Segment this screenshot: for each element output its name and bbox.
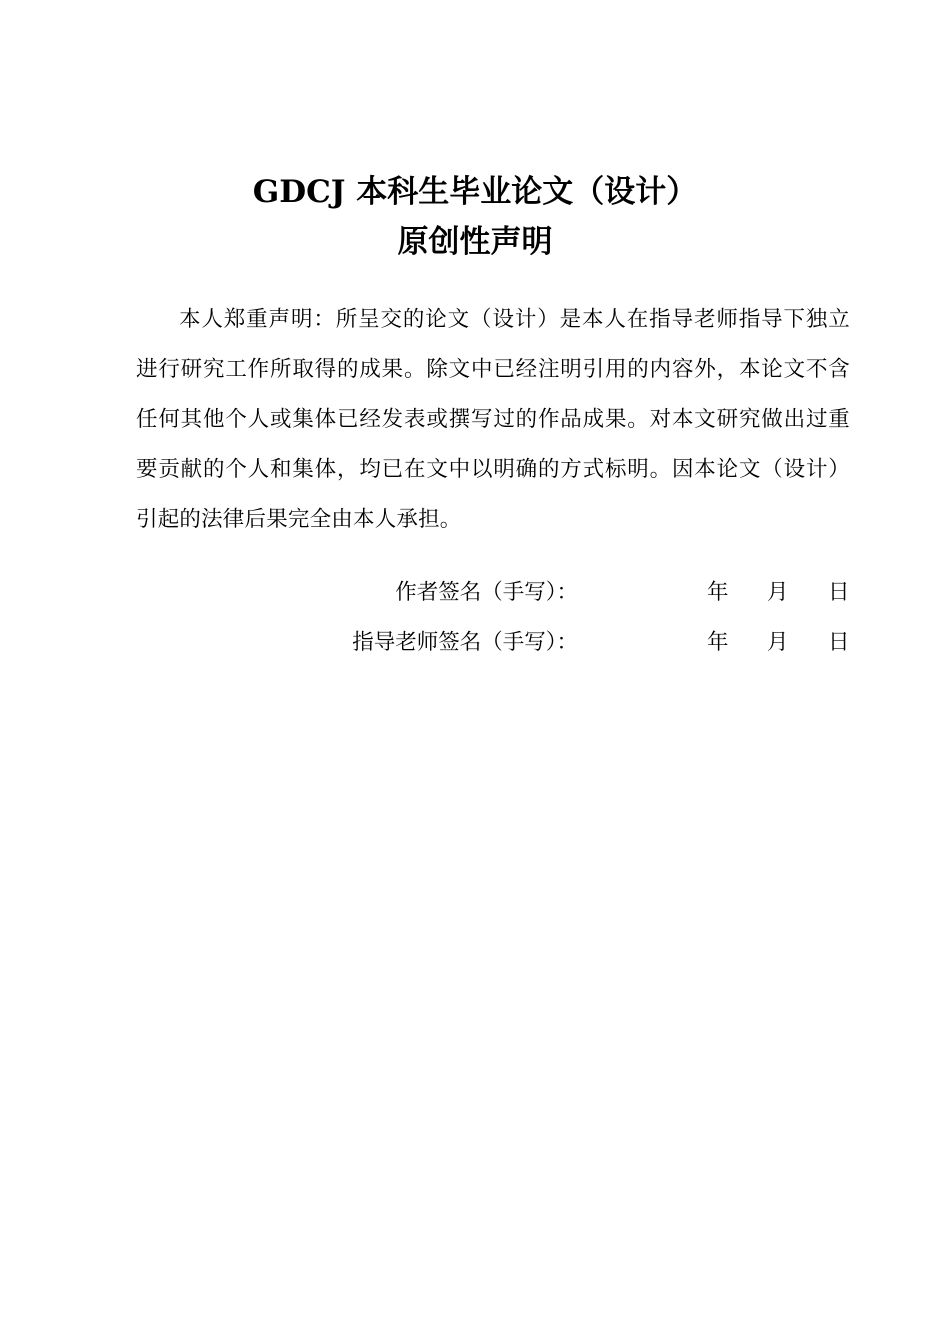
author-date-month-label: 月 bbox=[767, 580, 789, 605]
author-date-year-label: 年 bbox=[707, 580, 729, 605]
document-title: GDCJ 本科生毕业论文（设计） bbox=[252, 174, 698, 210]
author-signature-row bbox=[0, 575, 950, 605]
advisor-date-month-label: 月 bbox=[767, 630, 789, 655]
document-subtitle: 原创性声明 bbox=[397, 224, 553, 260]
advisor-date-day-label: 日 bbox=[828, 630, 850, 655]
declaration-paragraph: 本人郑重声明：所呈交的论文（设计）是本人在指导老师指导下独立进行研究工作所取得的成果。除文中已经注明引用的内容外，本论文不含任何其他个人或集体已经发表或撰写过的作品成果。对本文研究做出过重要贡献的个人和集体，均已在文中以明确的方式标明。因本论文（设计）引起的法律后果完全由本人承担。 bbox=[136, 307, 850, 532]
author-date-day-label: 日 bbox=[828, 580, 850, 605]
advisor-signature-label: 指导老师签名（手写）： bbox=[352, 630, 578, 655]
advisor-date-year-label: 年 bbox=[707, 630, 729, 655]
author-signature-label: 作者签名（手写）： bbox=[395, 580, 578, 605]
advisor-signature-row bbox=[0, 625, 950, 655]
